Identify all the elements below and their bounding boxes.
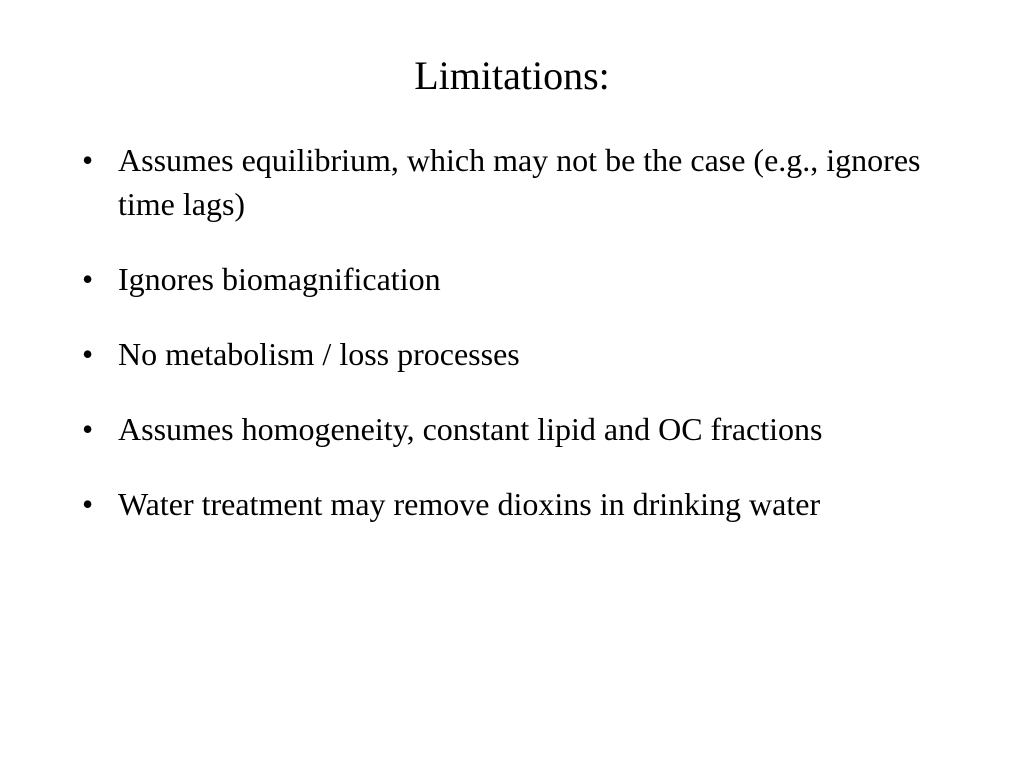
bullet-item-homogeneity — [78, 407, 938, 451]
bullet-dot-icon: • — [82, 411, 94, 447]
bullet-dot-icon: • — [82, 261, 94, 297]
slide-title: Limitations: — [414, 53, 610, 98]
bullet-text: No metabolism / loss processes — [118, 336, 520, 372]
bullet-text: Ignores biomagnification — [118, 261, 441, 297]
bullet-text: Water treatment may remove dioxins in drinking water — [118, 486, 821, 522]
bullet-item-metabolism — [78, 332, 938, 376]
bullet-list — [78, 138, 938, 526]
bullet-item-biomagnification — [78, 257, 938, 301]
bullet-dot-icon: • — [82, 486, 94, 522]
bullet-text: Assumes equilibrium, which may not be the case (e.g., ignores time lags) — [118, 142, 921, 222]
bullet-item-water-treatment — [78, 482, 938, 526]
bullet-text: Assumes homogeneity, constant lipid and OC fractions — [118, 411, 823, 447]
bullet-dot-icon: • — [82, 336, 94, 372]
bullet-dot-icon: • — [82, 142, 94, 178]
bullet-item-equilibrium — [78, 138, 938, 226]
